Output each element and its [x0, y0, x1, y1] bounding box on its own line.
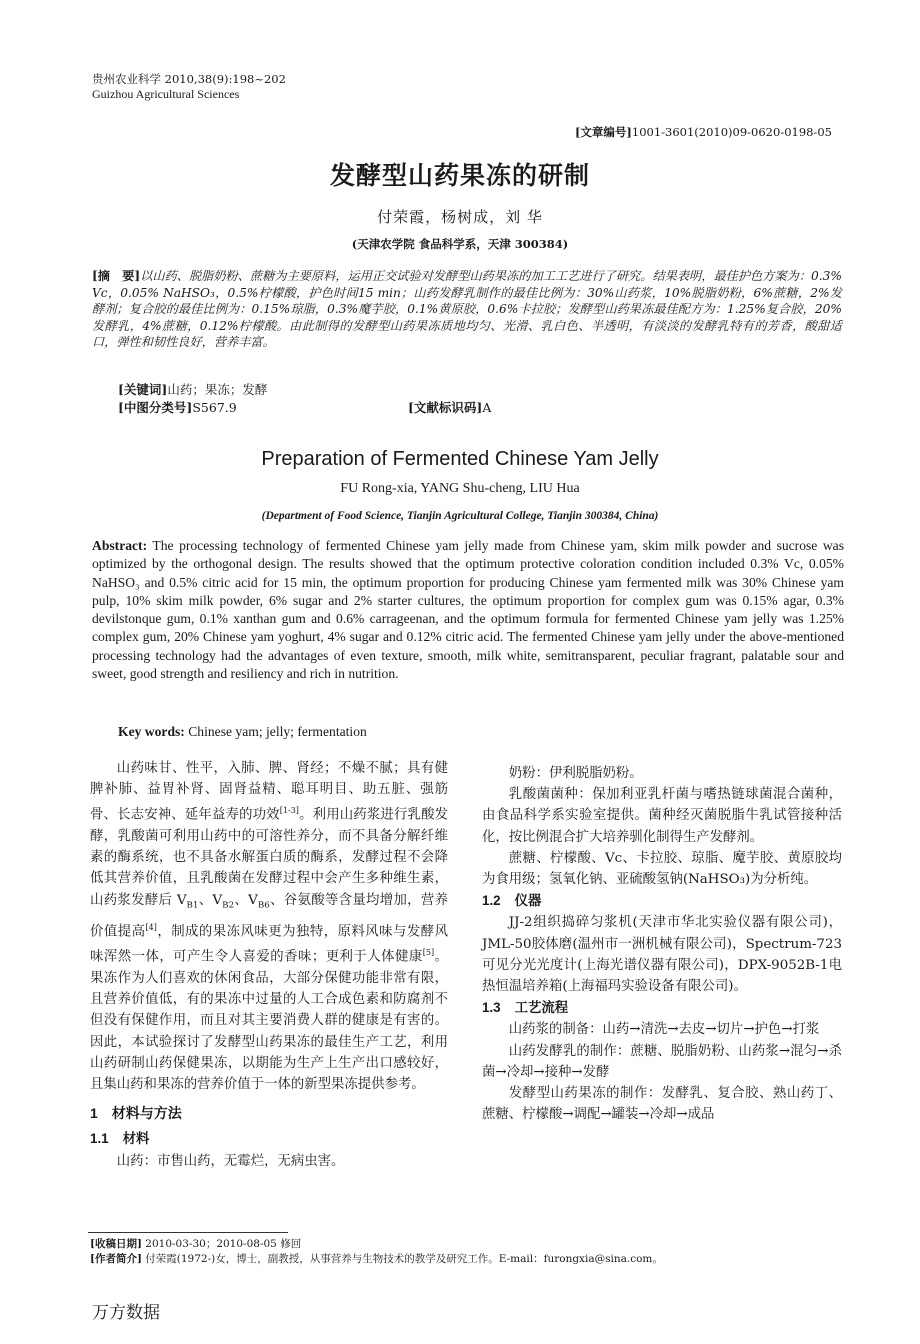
intro-text-c: 、谷氨酸等含量均增加，营养价值提高 [90, 892, 448, 940]
citation-ref: [5] [422, 948, 435, 958]
intro-sep: 、V [198, 892, 223, 908]
process-flow-pulp: 山药浆的制备：山药→清洗→去皮→切片→护色→打浆 [508, 1022, 820, 1038]
journal-name-en: Guizhou Agricultural Sciences [92, 87, 240, 101]
footnote-received-value: 2010-03-30；2010-08-05 修回 [145, 1238, 302, 1250]
subsection-number: 1.3 [482, 1000, 501, 1016]
document-code-value: A [482, 400, 492, 415]
watermark-text: 万方数据 [92, 1303, 160, 1323]
material-milk-powder: 奶粉：伊利脱脂奶粉。 [508, 766, 643, 781]
instruments-list: JJ-2组织捣碎匀浆机(天津市华北实验仪器有限公司)，JML-50胶体磨(温州市一洲机械有限公司)，Spectrum-723可见分光光度计(上海光谱仪器有限公司)，DPX-9052B-1电热恒温培养箱(上海福玛实验设备有限公司)。 [482, 915, 842, 995]
subscript: B2 [222, 900, 235, 911]
subsection-title: 工艺流程 [514, 1000, 569, 1017]
keywords-english [118, 724, 367, 740]
footnote [90, 1237, 850, 1267]
citation-ref: [4] [145, 922, 157, 932]
body-left-column [90, 758, 448, 1172]
classification-label: [中图分类号] [118, 400, 193, 415]
process-flow-jelly: 发酵型山药果冻的制作：发酵乳、复合胶、熟山药丁、蔗糖、柠檬酸→调配→罐装→冷却→成品 [482, 1086, 842, 1123]
intro-text-a: 山药味甘、性平，入肺、脾、肾经；不燥不腻；具有健脾补肺、益胃补肾、固肾益精、聪耳明目、助五脏、强筋骨、长志安神、延年益寿的功效 [90, 761, 448, 823]
document-code [408, 400, 491, 417]
abstract-english-text: The processing technology of fermented Chinese yam jelly made from Chinese yam, skim milk powder and sucrose was optimized by the orthogonal design. The results showed that the optimum protective coloration condition included 0.3% Vc, 0.05% NaHSO₃ and 0.5% citric acid for 15 min, the optimum proportion for producing Chinese yam fermented milk was 30% Chinese yam pulp, 10% skim milk powder, 6% sugar and 2% starter cultures, the optimum proportion for complex gum was 0.15% agar, 0.3% devilstonque gum, 0.1% xanthan gum and 0.6% carrageenan, and the optimum formula for fermented Chinese yam jelly was 1.25% complex gum, 20% Chinese yam yoghurt, 4% sugar and 0.12% citric acid. The fermented Chinese yam jelly under the above-mentioned processing technology had the advantages of even texture, smooth, milk white, semitransparent, peculiar fragrant, palatable sour and sweet, good strength and resiliency and rich in nutrition. [92, 538, 845, 682]
authors-english: FU Rong-xia, YANG Shu-cheng, LIU Hua [340, 481, 580, 496]
document-code-label: [文献标识码] [408, 400, 483, 415]
article-number-value: 1001-3601(2010)09-0620-0198-05 [631, 125, 832, 139]
keywords-chinese [118, 382, 267, 399]
classification-value: S567.9 [192, 400, 237, 415]
subsection-title: 仪器 [514, 893, 542, 910]
abstract-chinese-text: 以山药、脱脂奶粉、蔗糖为主要原料，运用正交试验对发酵型山药果冻的加工工艺进行了研究。结果表明，最佳护色方案为：0.3% Vc，0.05% NaHSO₃，0.5%柠檬酸，护色时间15 min；山药发酵乳制作的最佳比例为：30%山药浆，10%脱脂奶粉，6%蔗糖，2%发酵剂；复合胶的最佳比例为：0.15%琼脂，0.3%魔芋胶，0.1%黄原胶，0.6%卡拉胶；发酵型山药果冻最佳配方为：1.25%复合胶，20%发酵乳，4%蔗糖，0.12%柠檬酸。由此制得的发酵型山药果冻质地均匀、光滑、乳白色、半透明，有淡淡的发酵乳特有的芳香，酸甜适口，弹性和韧性良好，营养丰富。 [92, 269, 842, 350]
journal-citation: 贵州农业科学 2010,38(9):198~202 [92, 72, 286, 86]
abstract-chinese [92, 268, 842, 351]
abstract-english [92, 537, 844, 683]
material-yam: 山药：市售山药，无霉烂，无病虫害。 [116, 1153, 345, 1169]
journal-header [92, 72, 286, 102]
subscript: B6 [257, 900, 270, 911]
keywords-english-text: Chinese yam; jelly; fermentation [188, 724, 367, 739]
intro-text-d: ，制成的果冻风味更为独特，原料风味与发酵风味浑然一体，可产生令人喜爱的香味；更利于人体健康 [90, 924, 449, 965]
subsection-title: 材料 [122, 1131, 150, 1148]
body-right-column [482, 763, 842, 1125]
intro-sep: 、V [234, 892, 258, 908]
material-strains: 乳酸菌菌种：保加利亚乳杆菌与嗜热链球菌混合菌种，由食品科学系实验室提供。菌种经灭菌脱脂牛乳试管接种活化，按比例混合扩大培养驯化制得生产发酵剂。 [482, 787, 842, 845]
subsection-heading-materials [90, 1128, 448, 1150]
intro-text-e: 。果冻作为人们喜欢的休闲食品，大部分保健功能非常有限，且营养价值低，有的果冻中过量的人工合成色素和防腐剂不但没有保健作用，而且对其主要消费人群的健康是有害的。因此，本试验探讨了发酵型山药果冻的最佳生产工艺，利用山药研制山药保健果冻，以期能为生产上生产出口感较好，且集山药和果冻的营养价值于一体的新型果冻提供参考。 [90, 949, 449, 1092]
footnote-author-label: [作者简介] [90, 1253, 142, 1265]
citation-ref: [1-3] [279, 806, 299, 816]
title-english: Preparation of Fermented Chinese Yam Jelly [261, 448, 659, 470]
material-reagents: 蔗糖、柠檬酸、Vc、卡拉胶、琼脂、魔芋胶、黄原胶均为食用级；氢氧化钠、亚硫酸氢钠(NaHSO₃)为分析纯。 [482, 850, 842, 888]
subsection-heading-process [482, 997, 842, 1019]
keywords-english-label: Key words: [118, 724, 185, 739]
article-number-label: [文章编号] [574, 125, 632, 139]
title-chinese: 发酵型山药果冻的研制 [329, 161, 590, 190]
subsection-number: 1.1 [90, 1131, 109, 1147]
keywords-chinese-text: 山药；果冻；发酵 [167, 382, 268, 397]
subsection-number: 1.2 [482, 893, 501, 909]
keywords-chinese-label: [关键词] [118, 382, 168, 397]
footnote-author [90, 1252, 850, 1267]
process-flow-fermented-milk: 山药发酵乳的制作：蔗糖、脱脂奶粉、山药浆→混匀→杀菌→冷却→接种→发酵 [482, 1043, 842, 1080]
footnote-author-value: 付荣霞(1972-)女，博士，副教授，从事营养与生物技术的教学及研究工作。E-mail：furongxia@sina.com。 [145, 1253, 663, 1265]
affiliation-english: (Department of Food Science, Tianjin Agricultural College, Tianjin 300384, China) [261, 510, 659, 522]
subscript: B1 [186, 900, 199, 911]
abstract-chinese-label: [摘 要] [92, 269, 141, 283]
abstract-english-label: Abstract: [92, 538, 148, 553]
footnote-received [90, 1237, 850, 1252]
footnote-received-label: [收稿日期] [90, 1238, 142, 1250]
affiliation-chinese: (天津农学院 食品科学系，天津 300384) [351, 237, 569, 251]
section-heading-materials-methods: 1 材料与方法 [90, 1105, 182, 1122]
intro-text-b: 。利用山药浆进行乳酸发酵，乳酸菌可利用山药中的可溶性养分，而不具备分解纤维素的酶系统，也不具备水解蛋白质的酶系，发酵过程不会降低其营养价值，且乳酸菌在发酵过程中会产生多种维生素，山药浆发酵后 V [90, 807, 449, 908]
footnote-divider [88, 1232, 288, 1233]
authors-chinese: 付荣霞，杨树成，刘 华 [377, 208, 543, 226]
article-number [575, 124, 832, 140]
classification-line [118, 400, 838, 417]
introduction-paragraph [90, 758, 448, 1095]
subsection-heading-instruments [482, 890, 842, 912]
